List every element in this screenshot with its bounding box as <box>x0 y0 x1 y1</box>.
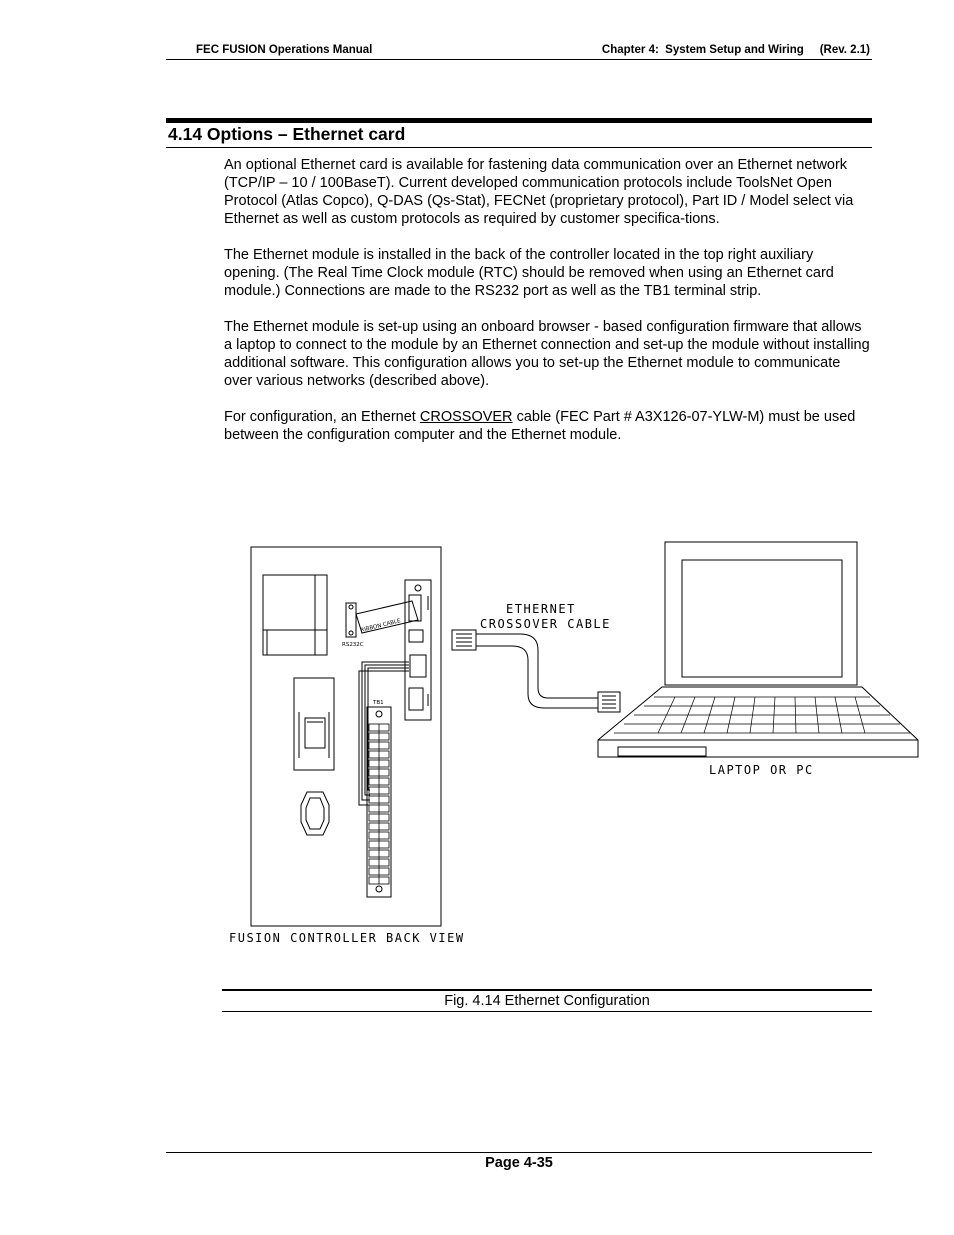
controller-back-panel <box>251 547 441 926</box>
label-ribbon-cable: RIBBON CABLE <box>360 618 402 634</box>
label-crossover-cable: CROSSOVER CABLE <box>480 617 611 631</box>
crossover-cable <box>452 630 620 712</box>
header-chapter: Chapter 4: System Setup and Wiring (Rev. 2.1) <box>601 44 870 56</box>
label-ethernet: ETHERNET <box>506 602 576 616</box>
label-controller-back-view: FUSION CONTROLLER BACK VIEW <box>229 931 465 945</box>
caption-bottom-rule <box>222 1011 872 1012</box>
p4-text-after: cable (FEC Part # A3X126-07-YLW-M) must be used between the configuration computer and the Ethernet module. <box>224 409 856 443</box>
header-manual-title: FEC FUSION Operations Manual <box>196 44 373 56</box>
page-number: Page 4-35 <box>485 1155 553 1171</box>
label-laptop-or-pc: LAPTOP OR PC <box>709 763 814 777</box>
section-title: 4.14 Options – Ethernet card <box>168 124 406 144</box>
paragraph-ethernet-card-intro: An optional Ethernet card is available for fastening data communication over an Ethernet network (TCP/IP – 10 / 100BaseT). Current developed communication protocols include ToolsNet Open Protocol (Atlas Copco), Q-DAS (Qs-Stat), FECNet (proprietary protocol), Part ID / Model select via Ethernet as well as custom protocols as required by customer specifica-tions. <box>224 157 854 227</box>
label-tb1: TB1 <box>373 700 384 706</box>
caption-top-rule <box>222 989 872 991</box>
paragraph-installation: The Ethernet module is installed in the back of the controller located in the top right auxiliary opening. (The Real Time Clock module (RTC) should be removed when using an Ethernet card module.) Connections are made to the RS232 port as well as the TB1 terminal strip. <box>224 247 834 299</box>
figure-caption: Fig. 4.14 Ethernet Configuration <box>444 993 650 1009</box>
label-rs232c: RS232C <box>342 642 364 648</box>
laptop-drawing <box>598 542 918 757</box>
crossover-term: CROSSOVER <box>419 409 513 425</box>
footer-divider <box>166 1152 872 1153</box>
p4-text-before: For configuration, an Ethernet <box>224 409 420 425</box>
paragraph-setup: The Ethernet module is set-up using an onboard browser - based configuration firmware that allows a laptop to connect to the module by an Ethernet connection and set-up the module without installing additional software. This configuration allows you to set-up the Ethernet module to communicate over various networks (described above). <box>224 319 870 389</box>
